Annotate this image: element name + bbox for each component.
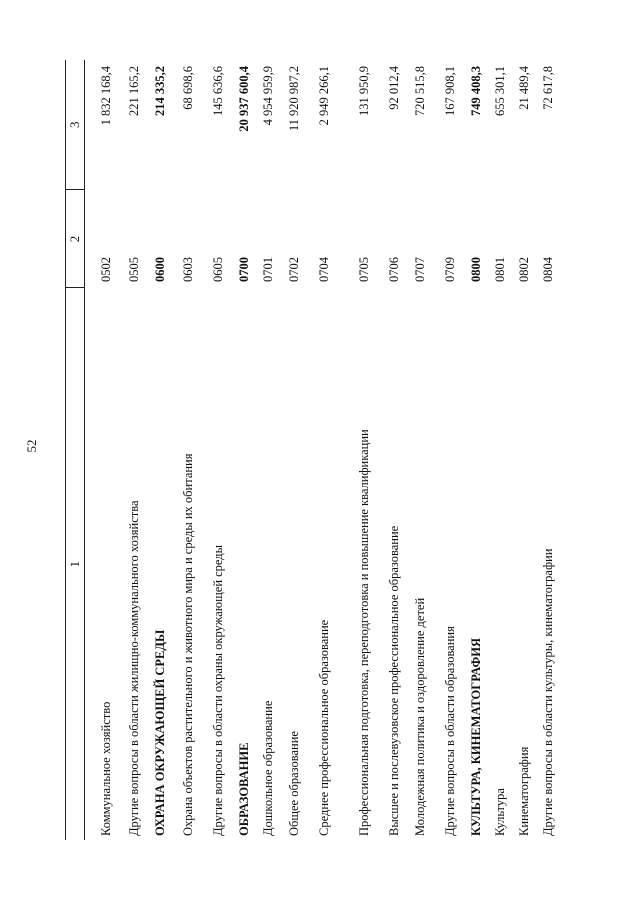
row-value: 720 515,8 (412, 66, 427, 116)
table-body (85, 60, 555, 840)
row-code: 0707 (412, 257, 427, 282)
row-name: Высшее и послевузовское профессиональное образование (386, 525, 401, 836)
row-name: ОХРАНА ОКРУЖАЮЩЕЙ СРЕДЫ (152, 629, 167, 836)
row-code: 0701 (260, 257, 275, 282)
row-name: Коммунальное хозяйство (98, 701, 113, 836)
table-row (225, 60, 251, 840)
table-row (531, 60, 555, 840)
row-value: 145 636,6 (210, 66, 225, 116)
row-name: Кинематография (516, 746, 531, 836)
row-name: Другие вопросы в области образования (442, 626, 457, 836)
row-code: 0605 (210, 257, 225, 282)
row-value: 4 954 959,9 (260, 66, 275, 126)
table-row (457, 60, 483, 840)
column-header-1: 1 (66, 288, 85, 840)
row-value: 1 832 168,4 (98, 66, 113, 126)
page-number: 52 (24, 439, 39, 453)
row-name: Среднее профессиональное образование (316, 619, 331, 836)
row-code: 0603 (180, 257, 195, 282)
row-name: КУЛЬТУРА, КИНЕМАТОГРАФИЯ (468, 638, 483, 836)
budget-table-sheet (65, 60, 595, 840)
row-value: 68 698,6 (180, 66, 195, 110)
row-name: Другие вопросы в области охраны окружающей среды (210, 544, 225, 836)
row-name: ОБРАЗОВАНИЕ (236, 742, 251, 836)
row-value: 21 489,4 (516, 66, 531, 110)
column-header-3: 3 (66, 60, 85, 190)
table-row (371, 60, 401, 840)
row-name: Охрана объектов растительного и животного мира и среды их обитания (180, 453, 195, 836)
row-code: 0800 (468, 257, 483, 282)
row-value: 655 301,1 (492, 66, 507, 116)
table-row (331, 60, 371, 840)
row-name: Молодежная политика и оздоровление детей (412, 597, 427, 836)
row-name: Профессиональная подготовка, переподготовка и повышение квалификации (356, 429, 371, 836)
row-value: 92 012,4 (386, 66, 401, 110)
row-code: 0802 (516, 257, 531, 282)
column-header-2: 2 (66, 190, 85, 288)
table-row (113, 60, 141, 840)
row-value: 221 165,2 (126, 66, 141, 116)
row-code: 0705 (356, 257, 371, 282)
row-value: 11 920 987,2 (286, 66, 301, 132)
row-value: 131 950,9 (356, 66, 371, 116)
row-code: 0709 (442, 257, 457, 282)
row-code: 0700 (236, 257, 251, 282)
row-name: Другие вопросы в области жилищно-коммунального хозяйства (126, 500, 141, 836)
row-name: Культура (492, 788, 507, 836)
row-code: 0704 (316, 257, 331, 282)
row-code: 0505 (126, 257, 141, 282)
table-row (85, 60, 113, 840)
budget-table (65, 60, 555, 840)
row-code: 0600 (152, 257, 167, 282)
row-name: Другие вопросы в области культуры, кинематографии (540, 548, 555, 836)
row-code: 0502 (98, 257, 113, 282)
row-value: 20 937 600,4 (236, 66, 251, 132)
table-row (275, 60, 301, 840)
table-row (483, 60, 507, 840)
row-value: 167 908,1 (442, 66, 457, 116)
row-name: Дошкольное образование (260, 700, 275, 836)
row-code: 0706 (386, 257, 401, 282)
table-row (195, 60, 225, 840)
row-code: 0804 (540, 257, 555, 282)
table-header (66, 60, 85, 840)
table-row (401, 60, 427, 840)
row-value: 72 617,8 (540, 66, 555, 110)
row-value: 2 949 266,1 (316, 66, 331, 126)
row-name: Общее образование (286, 731, 301, 836)
table-row (427, 60, 457, 840)
row-value: 214 335,2 (152, 66, 167, 116)
table-row (251, 60, 275, 840)
table-row (301, 60, 331, 840)
table-row (141, 60, 167, 840)
row-code: 0702 (286, 257, 301, 282)
table-row (507, 60, 531, 840)
table-row (167, 60, 195, 840)
row-code: 0801 (492, 257, 507, 282)
row-value: 749 408,3 (468, 66, 483, 116)
